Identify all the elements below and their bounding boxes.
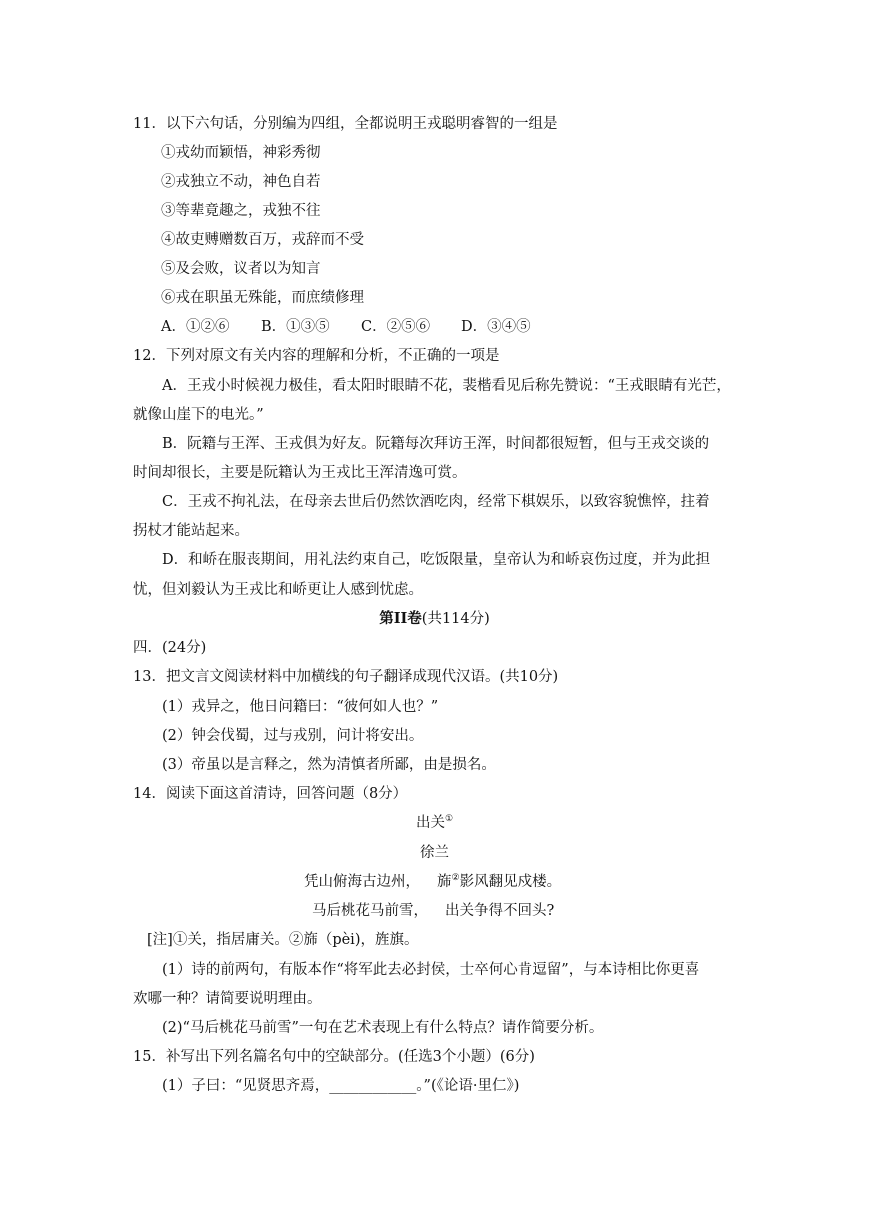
q12-option-c-line1: C．王戎不拘礼法，在母亲去世后仍然饮酒吃肉，经常下棋娱乐，以致容貌憔悴，拄着	[162, 494, 710, 510]
q12-option-b-line2: 时间却很长，主要是阮籍认为王戎比王浑清逸可赏。	[133, 465, 467, 481]
poem-title	[0, 813, 869, 833]
q12-option-b-line1: B．阮籍与王浑、王戎俱为好友。阮籍每次拜访王浑，时间都很短暂，但与王戎交谈的	[162, 436, 710, 452]
poem-title-footnote-mark: ①	[444, 814, 454, 824]
poem-line-2-first-half: 马后桃花马前雪，	[312, 903, 428, 919]
q12-option-a-line2: 就像山崖下的电光。”	[133, 407, 264, 423]
section-heading	[0, 609, 869, 629]
q13-sentence-2: (2）钟会伐蜀，过与戎别，问计将安出。	[162, 728, 424, 744]
poem-author: 徐兰	[420, 845, 449, 861]
q12-option-a-line1: A．王戎小时候视力极佳，看太阳时眼睛不花，裴楷看见后称先赞说：“王戎眼睛有光芒，	[162, 378, 731, 394]
q13-stem: 13．把文言文阅读材料中加横线的句子翻译成现代汉语。(共10分)	[133, 669, 559, 685]
poem-line-1-first-half: 凭山俯海古边州，	[304, 874, 420, 890]
section-title: 第II卷	[379, 610, 422, 627]
q11-item-4: ④故吏赙赠数百万，戎辞而不受	[161, 232, 364, 248]
q13-sentence-1: (1）戎异之，他日问籍曰：“彼何如人也？”	[162, 699, 439, 715]
poem-footnote-mark-2: ②	[451, 873, 460, 883]
q12-option-c-line2: 拐杖才能站起来。	[133, 523, 249, 539]
q11-item-6: ⑥戎在职虽无殊能，而庶绩修理	[161, 290, 364, 306]
q14-part-2: (2)“马后桃花马前雪”一句在艺术表现上有什么特点？请作简要分析。	[162, 1020, 604, 1036]
poem-line-2-second-half: 出关争得不回头?	[445, 903, 555, 919]
q11-stem: 11．以下六句话，分别编为四组，全都说明王戎聪明睿智的一组是	[133, 116, 558, 132]
q14-stem: 14．阅读下面这首清诗，回答问题（8分）	[133, 786, 408, 802]
poem-title-text: 出关	[415, 815, 445, 831]
q14-part-1-line1: (1）诗的前两句，有版本作“将军此去必封侯，士卒何心肯逗留”，与本诗相比你更喜	[162, 962, 700, 978]
q12-option-d-line1: D．和峤在服丧期间，用礼法约束自己，吃饭限量，皇帝认为和峤哀伤过度，并为此担	[162, 552, 711, 568]
poem-line-1-second-half-end: 影风翻见戍楼。	[459, 874, 562, 890]
q11-option-a: A．①②⑥	[161, 319, 230, 335]
q13-sentence-3: (3）帝虽以是言释之，然为清慎者所鄙，由是损名。	[162, 757, 496, 773]
q11-options	[161, 317, 531, 337]
q15-sentence-1: (1）子曰：“见贤思齐焉，____________。”(《论语·里仁》)	[162, 1078, 520, 1094]
poem-line-1	[304, 872, 561, 892]
q11-item-1: ①戎幼而颖悟，神彩秀彻	[161, 145, 321, 161]
poem-notes: [注]①关，指居庸关。②旆（pèi)，旌旗。	[147, 932, 419, 948]
q12-stem: 12．下列对原文有关内容的理解和分析，不正确的一项是	[133, 348, 500, 364]
q12-option-d-line2: 忧，但刘毅认为王戎比和峤更让人感到忧虑。	[133, 582, 423, 598]
q11-item-3: ③等辈竟趣之，戎独不往	[161, 203, 321, 219]
q11-option-c: C．②⑤⑥	[361, 319, 431, 335]
q11-item-2: ②戎独立不动，神色自若	[161, 174, 321, 190]
q11-option-b: B．①③⑤	[261, 319, 330, 335]
q11-option-d: D．③④⑤	[461, 319, 531, 335]
q11-item-5: ⑤及会败，议者以为知言	[161, 261, 321, 277]
q14-part-1-line2: 欢哪一种？请简要说明理由。	[133, 991, 322, 1007]
poem-line-2	[312, 901, 554, 921]
section-score: (共114分)	[421, 611, 490, 627]
poem-line-1-second-half-start: 旆	[437, 874, 452, 890]
part-4-heading: 四．(24分)	[133, 640, 207, 656]
q15-stem: 15．补写出下列名篇名句中的空缺部分。(任选3个小题）(6分)	[133, 1049, 535, 1065]
